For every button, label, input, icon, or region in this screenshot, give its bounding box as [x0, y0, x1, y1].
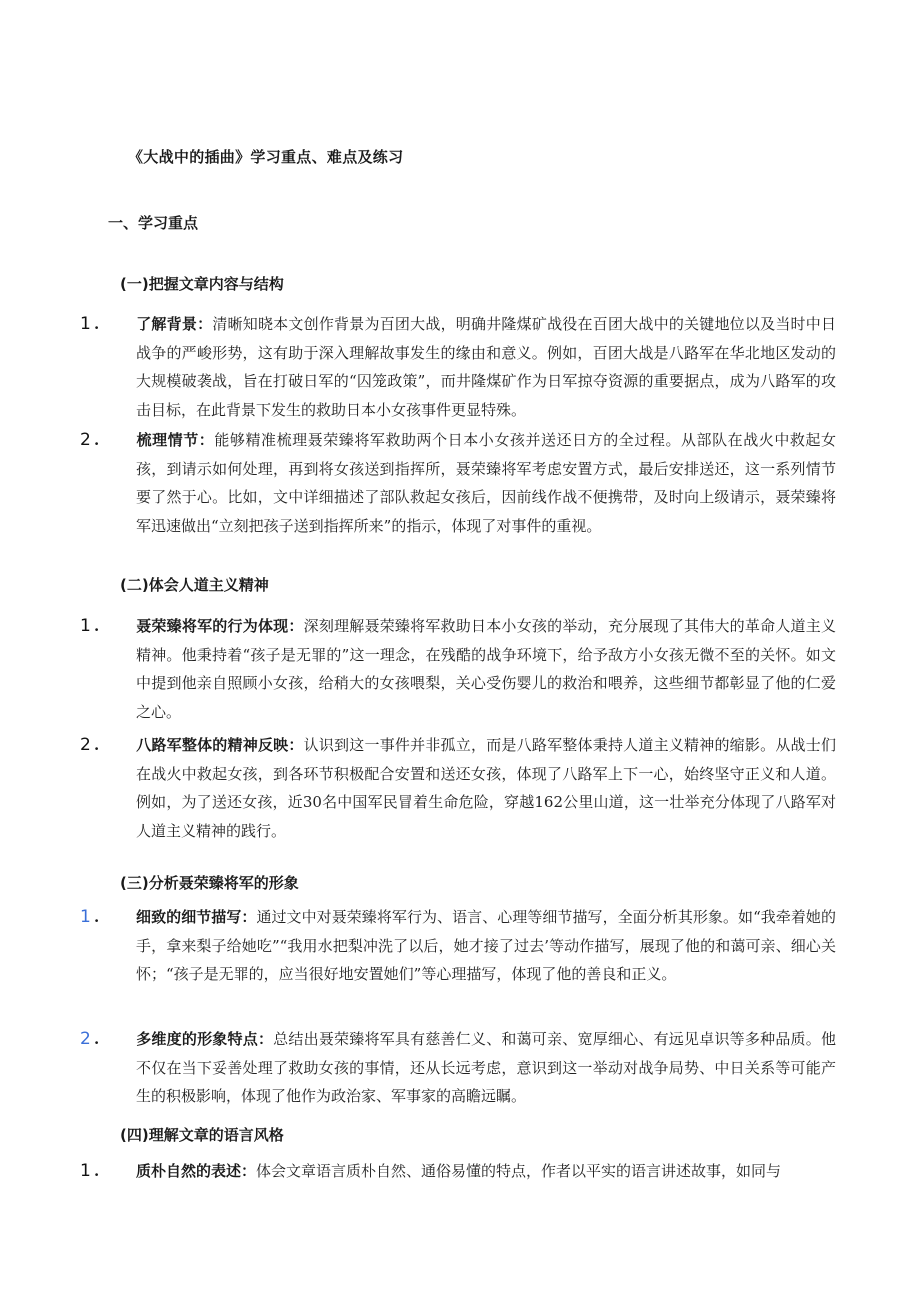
item-body: 体会文章语言质朴自然、通俗易懂的特点，作者以平实的语言讲述故事，如同与 [256, 1162, 782, 1180]
item-body: 清晰知晓本文创作背景为百团大战，明确井隆煤矿战役在百团大战中的关键地位以及当时中日战争的严峻形势，这有助于深入理解故事发生的缘由和意义。例如，百团大战是八路军在华北地区发动的大规模破袭战，旨在打破日军的“囚笼政策”，而井隆煤矿作为日军掠夺资源的重要据点，成为八路军的攻击目标，在此背景下发生的救助日本小女孩事件更显特殊。 [136, 315, 836, 419]
item-body: 能够精准梳理聂荣臻将军救助两个日本小女孩并送还日方的全过程。从部队在战火中救起女孩，到请示如何处理，再到将女孩送到指挥所，聂荣臻将军考虑安置方式，最后安排送还，这一系列情节要了然于心。比如，文中详细描述了部队救起女孩后，因前线作战不便携带，及时向上级请示，聂荣臻将军迅速做出“立刻把孩子送到指挥所来”的指示，体现了对事件的重视。 [136, 431, 836, 535]
list-item: 1 . 细致的细节描写：通过文中对聂荣臻将军行为、语言、心理等细节描写，全面分析其形象。如“我牵着她的手，拿来梨子给她吃”“我用水把梨冲洗了以后，她才接了过去’等动作描写，展现了他的和蔼可亲、细心关怀；“孩子是无罪的，应当很好地安置她们”等心理描写，体现了他的善良和正义。 [108, 903, 836, 989]
item-lead: 聂荣臻将军的行为体现： [136, 617, 304, 635]
item-lead: 了解背景： [136, 315, 213, 333]
item-number: 1 [80, 616, 91, 636]
item-lead: 质朴自然的表述： [136, 1162, 257, 1180]
item-lead: 八路军整体的精神反映： [136, 736, 304, 754]
item-number: 1 [80, 1161, 91, 1181]
item-number: 1 [80, 907, 91, 927]
list-item: 1 . 质朴自然的表述：体会文章语言质朴自然、通俗易懂的特点，作者以平实的语言讲述故事，如同与 [108, 1157, 836, 1186]
item-body: 总结出聂荣臻将军具有慈善仁义、和蔼可亲、宽厚细心、有远见卓识等多种品质。他不仅在当下妥善处理了救助女孩的事情，还从长远考虑，意识到这一举动对战争局势、中日关系等可能产生的积极影响，体现了他作为政治家、军事家的高瞻远瞩。 [136, 1030, 836, 1106]
item-lead: 梳理情节： [136, 431, 215, 449]
item-body: 通过文中对聂荣臻将军行为、语言、心理等细节描写，全面分析其形象。如“我牵着她的手，拿来梨子给她吃”“我用水把梨冲洗了以后，她才接了过去’等动作描写，展现了他的和蔼可亲、细心关怀；“孩子是无罪的，应当很好地安置她们”等心理描写，体现了他的善良和正义。 [136, 908, 836, 984]
subsection-heading-content-structure: (一)把握文章内容与结构 [120, 275, 284, 293]
item-lead: 细致的细节描写： [136, 908, 257, 926]
list-item: 2 . 八路军整体的精神反映：认识到这一事件并非孤立，而是八路军整体秉持人道主义精神的缩影。从战士们在战火中救起女孩，到各环节积极配合安置和送还女孩，体现了八路军上下一心，始终坚守正义和人道。例如，为了送还女孩，近30名中国军民冒着生命危险，穿越162公里山道，这一壮举充分体现了八路军对人道主义精神的践行。 [108, 731, 836, 845]
list-item: 1 . 了解背景：清晰知晓本文创作背景为百团大战，明确井隆煤矿战役在百团大战中的关键地位以及当时中日战争的严峻形势，这有助于深入理解故事发生的缘由和意义。例如，百团大战是八路军在华北地区发动的大规模破袭战，旨在打破日军的“囚笼政策”，而井隆煤矿作为日军掠夺资源的重要据点，成为八路军的攻击目标，在此背景下发生的救助日本小女孩事件更显特殊。 [108, 310, 836, 424]
list-item: 1 . 聂荣臻将军的行为体现：深刻理解聂荣臻将军救助日本小女孩的举动，充分展现了其伟大的革命人道主义精神。他秉持着“孩子是无罪的”这一理念，在残酷的战争环境下，给予敌方小女孩无微不至的关怀。如文中提到他亲自照顾小女孩，给稍大的女孩喂梨，关心受伤婴儿的救治和喂养，这些细节都彰显了他的仁爱之心。 [108, 612, 836, 726]
item-number: 2 [80, 1029, 91, 1049]
item-lead: 多维度的形象特点： [136, 1030, 274, 1048]
subsection-heading-language-style: (四)理解文章的语言风格 [120, 1126, 284, 1144]
section-heading-key-points: 一、学习重点 [108, 214, 199, 232]
item-body: 认识到这一事件并非孤立，而是八路军整体秉持人道主义精神的缩影。从战士们在战火中救起女孩，到各环节积极配合安置和送还女孩，体现了八路军上下一心，始终坚守正义和人道。例如，为了送还女孩，近30名中国军民冒着生命危险，穿越162公里山道，这一壮举充分体现了八路军对人道主义精神的践行。 [136, 736, 836, 840]
item-body: 深刻理解聂荣臻将军救助日本小女孩的举动，充分展现了其伟大的革命人道主义精神。他秉持着“孩子是无罪的”这一理念，在残酷的战争环境下，给予敌方小女孩无微不至的关怀。如文中提到他亲自照顾小女孩，给稍大的女孩喂梨，关心受伤婴儿的救治和喂养，这些细节都彰显了他的仁爱之心。 [136, 617, 836, 721]
subsection-heading-humanitarianism: (二)体会人道主义精神 [120, 576, 269, 594]
item-number: 2 [80, 430, 91, 450]
item-number: 1 [80, 314, 91, 334]
item-number: 2 [80, 735, 91, 755]
document-title: 《大战中的插曲》学习重点、难点及练习 [128, 148, 404, 166]
list-item: 2 . 多维度的形象特点：总结出聂荣臻将军具有慈善仁义、和蔼可亲、宽厚细心、有远见卓识等多种品质。他不仅在当下妥善处理了救助女孩的事情，还从长远考虑，意识到这一举动对战争局势、中日关系等可能产生的积极影响，体现了他作为政治家、军事家的高瞻远瞩。 [108, 1025, 836, 1111]
subsection-heading-character-image: (三)分析聂荣臻将军的形象 [120, 874, 299, 892]
list-item: 2 . 梳理情节：能够精准梳理聂荣臻将军救助两个日本小女孩并送还日方的全过程。从部队在战火中救起女孩，到请示如何处理，再到将女孩送到指挥所，聂荣臻将军考虑安置方式，最后安排送还，这一系列情节要了然于心。比如，文中详细描述了部队救起女孩后，因前线作战不便携带，及时向上级请示，聂荣臻将军迅速做出“立刻把孩子送到指挥所来”的指示，体现了对事件的重视。 [108, 426, 836, 540]
